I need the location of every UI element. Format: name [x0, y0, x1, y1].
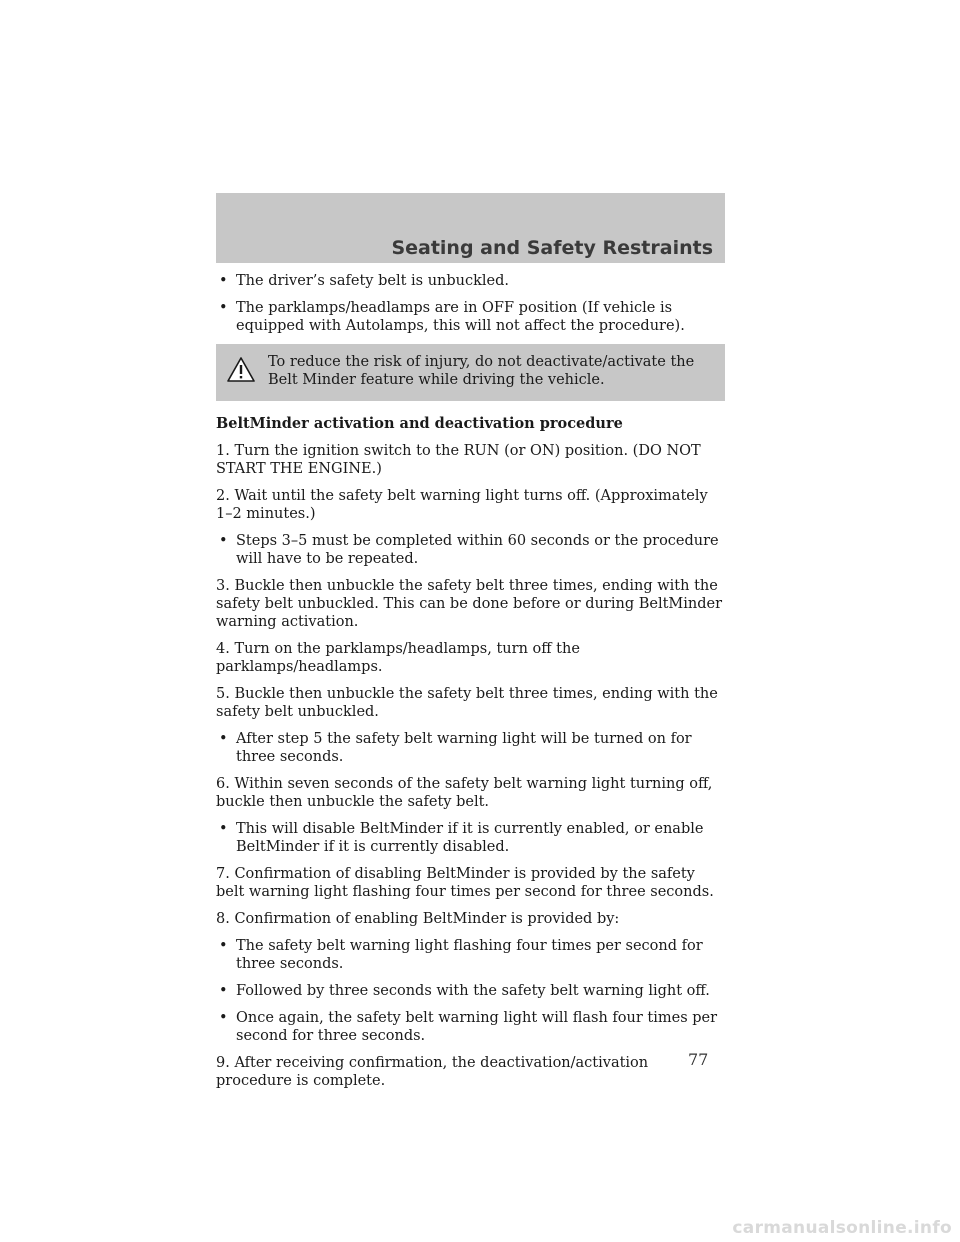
list-item [216, 982, 725, 1000]
bullet-text: The parklamps/headlamps are in OFF position (If vehicle is equipped with Autolamps, this will not affect the procedure). [236, 300, 685, 334]
step-2: 2. Wait until the safety belt warning light turns off. (Approximately 1–2 minutes.) [216, 488, 708, 522]
warning-text: To reduce the risk of injury, do not deactivate/activate the Belt Minder feature while driving the vehicle. [268, 354, 695, 388]
bullet-text: Once again, the safety belt warning light will flash four times per second for three seconds. [236, 1010, 718, 1044]
step-9: 9. After receiving confirmation, the deactivation/activation procedure is complete. [216, 1055, 649, 1089]
bullet-text: Followed by three seconds with the safety belt warning light off. [236, 983, 710, 999]
bullet-text: Steps 3–5 must be completed within 60 seconds or the procedure will have to be repeated. [236, 533, 719, 567]
list-item [216, 272, 725, 290]
bullet-icon: • [219, 300, 228, 316]
bullet-icon: • [219, 273, 228, 289]
list-item [216, 1009, 725, 1045]
bullet-text: This will disable BeltMinder if it is currently enabled, or enable BeltMinder if it is currently disabled. [236, 821, 704, 855]
section-title: Seating and Safety Restraints [391, 237, 713, 259]
bullet-text: After step 5 the safety belt warning light will be turned on for three seconds. [236, 731, 692, 765]
bullet-icon: • [219, 821, 228, 837]
bullet-icon: • [219, 938, 228, 954]
step-7: 7. Confirmation of disabling BeltMinder is provided by the safety belt warning light flashing four times per second for three seconds. [216, 866, 714, 900]
procedure-heading: BeltMinder activation and deactivation procedure [216, 415, 623, 432]
footer-bar [0, 1212, 960, 1242]
page-content [216, 272, 725, 1099]
bullet-icon: • [219, 1010, 228, 1026]
bullet-icon: • [219, 731, 228, 747]
list-item [216, 937, 725, 973]
step-3: 3. Buckle then unbuckle the safety belt three times, ending with the safety belt unbuckled. This can be done before or during BeltMinder warning activation. [216, 578, 723, 630]
bullet-icon: • [219, 983, 228, 999]
step-1: 1. Turn the ignition switch to the RUN (or ON) position. (DO NOT START THE ENGINE.) [216, 443, 701, 477]
list-item [216, 532, 725, 568]
warning-box [216, 344, 725, 401]
bullet-text: The driver’s safety belt is unbuckled. [236, 273, 510, 289]
bullet-text: The safety belt warning light flashing four times per second for three seconds. [236, 938, 703, 972]
list-item [216, 820, 725, 856]
bullet-icon: • [219, 533, 228, 549]
list-item [216, 299, 725, 335]
warning-triangle-icon [226, 356, 256, 383]
list-item [216, 730, 725, 766]
step-6: 6. Within seven seconds of the safety belt warning light turning off, buckle then unbuckle the safety belt. [216, 776, 713, 810]
watermark[interactable]: carmanualsonline.info [732, 1218, 952, 1238]
step-5: 5. Buckle then unbuckle the safety belt three times, ending with the safety belt unbuckled. [216, 686, 718, 720]
section-header-band [216, 193, 725, 263]
step-4: 4. Turn on the parklamps/headlamps, turn off the parklamps/headlamps. [216, 641, 580, 675]
page-number: 77 [688, 1050, 709, 1069]
step-8: 8. Confirmation of enabling BeltMinder is provided by: [216, 911, 620, 927]
